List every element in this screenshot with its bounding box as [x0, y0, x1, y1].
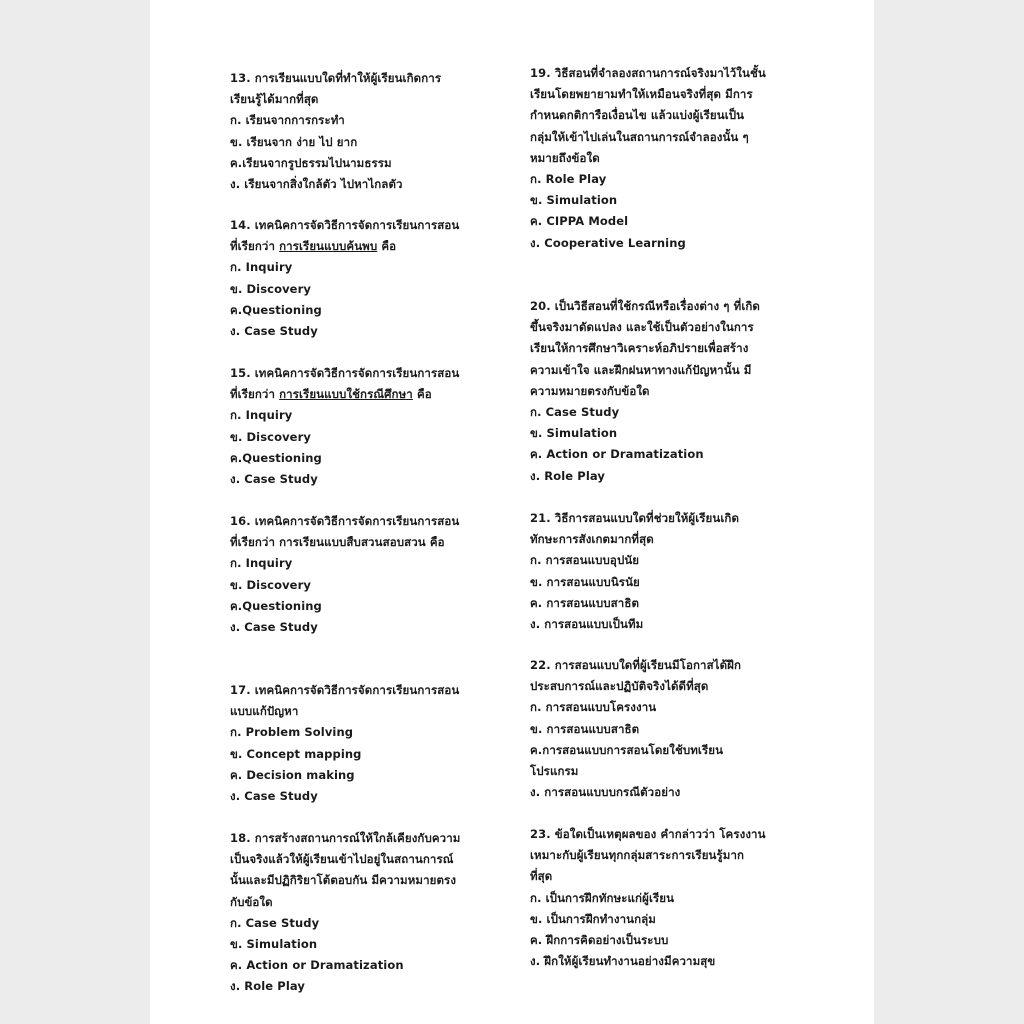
option-b: ข. เป็นการฝึกทำงานกลุ่ม: [530, 911, 656, 926]
option-c-continued: โปรแกรม: [530, 763, 579, 778]
option-b: ข. Simulation: [230, 936, 318, 951]
option-d: ง. Case Study: [230, 323, 318, 338]
option-a: ก. Role Play: [530, 171, 607, 186]
option-c: ค. การสอนแบบสาธิต: [530, 595, 640, 610]
question-text: เรียนรู้ได้มากที่สุด: [230, 92, 319, 107]
question-text: [230, 384, 500, 405]
question-18: [230, 828, 500, 998]
option-d: ง. การสอนแบบเป็นทีม: [530, 616, 644, 631]
question-text: 21. วิธีการสอนแบบใดที่ช่วยให้ผู้เรียนเกิด: [530, 511, 740, 525]
question-text: 15. เทคนิคการจัดวิธีการจัดการเรียนการสอน: [230, 366, 460, 380]
option-b: ข. Discovery: [230, 429, 311, 444]
option-b: ข. Discovery: [230, 281, 311, 296]
question-23: [530, 824, 800, 972]
option-c: ค. Decision making: [230, 767, 355, 782]
option-c: ค. Action or Dramatization: [230, 958, 404, 973]
question-text: 16. เทคนิคการจัดวิธีการจัดการเรียนการสอน: [230, 514, 460, 528]
question-text: 19. วิธีสอนที่จำลองสถานการณ์จริงมาไว้ในชั้น: [530, 66, 766, 80]
option-b: ข. Simulation: [530, 426, 618, 441]
option-d: ง. การสอนแบบบกรณีตัวอย่าง: [530, 785, 681, 800]
question-text: 13. การเรียนแบบใดที่ทำให้ผู้เรียนเกิดการ: [230, 71, 442, 85]
option-a: ก. เป็นการฝึกทักษะแก่ผู้เรียน: [530, 890, 675, 905]
option-c: ค.Questioning: [230, 302, 322, 317]
option-a: ก. เรียนจากการกระทำ: [230, 113, 345, 128]
question-text-part: ที่เรียกว่า: [230, 387, 280, 402]
question-text: ความหมายตรงกับข้อใด: [530, 383, 650, 398]
question-text: ที่เรียกว่า การเรียนแบบสืบสวนสอบสวน คือ: [230, 535, 445, 550]
option-a: ก. Case Study: [530, 404, 620, 419]
option-a: ก. Inquiry: [230, 556, 293, 571]
question-text: กำหนดกติการือเงื่อนไข แล้วแบ่งผู้เรียนเป็น: [530, 108, 745, 123]
question-text: เรียนให้การศึกษาวิเคราะห์อภิปรายเพื่อสร้าง: [530, 341, 749, 356]
option-c: ค.Questioning: [230, 598, 322, 613]
option-a: ก. Problem Solving: [230, 725, 354, 740]
question-text: ที่สุด: [530, 869, 553, 884]
question-text-part: คือ: [377, 239, 397, 254]
question-text: 22. การสอนแบบใดที่ผู้เรียนมีโอกาสได้ฝึก: [530, 658, 742, 672]
question-text-part: คือ: [412, 387, 432, 402]
option-b: ข. Simulation: [530, 193, 618, 208]
option-d: ง. Cooperative Learning: [530, 235, 686, 250]
option-a: ก. Inquiry: [230, 408, 293, 423]
underlined-term: การเรียนแบบค้นพบ: [279, 239, 378, 254]
question-text: 23. ข้อใดเป็นเหตุผลของ คำกล่าวว่า โครงงาน: [530, 827, 766, 841]
question-text: 14. เทคนิคการจัดวิธีการจัดการเรียนการสอน: [230, 218, 460, 232]
question-14: [230, 215, 500, 342]
exam-page: [150, 0, 874, 1024]
option-b: ข. การสอนแบบนิรนัย: [530, 574, 640, 589]
question-text: หมายถึงข้อใด: [530, 150, 600, 165]
question-text: 17. เทคนิคการจัดวิธีการจัดการเรียนการสอน: [230, 683, 460, 697]
question-text: ขึ้นจริงมาดัดแปลง และใช้เป็นตัวอย่างในการ: [530, 320, 754, 335]
question-17: [230, 680, 500, 807]
question-text: เรียนโดยพยายามทำให้เหมือนจริงที่สุด มีการ: [530, 87, 753, 102]
option-c: ค.เรียนจากรูปธรรมไปนามธรรม: [230, 155, 392, 170]
option-a: ก. Case Study: [230, 915, 320, 930]
question-15: [230, 363, 500, 490]
question-text: กับข้อใด: [230, 894, 273, 909]
question-text: แบบแก้ปัญหา: [230, 704, 299, 719]
question-19: [530, 63, 800, 254]
option-c: ค. ฝึกการคิดอย่างเป็นระบบ: [530, 932, 669, 947]
underlined-term: การเรียนแบบใช้กรณีศึกษา: [279, 387, 413, 402]
question-text: ทักษะการสังเกตมากที่สุด: [530, 532, 654, 547]
option-c: ค. CIPPA Model: [530, 214, 629, 229]
option-c: ค.การสอนแบบการสอนโดยใช้บทเรียน: [530, 742, 724, 757]
question-21: [530, 508, 800, 635]
option-b: ข. การสอนแบบสาธิต: [530, 721, 640, 736]
option-a: ก. Inquiry: [230, 260, 293, 275]
option-c: ค. Action or Dramatization: [530, 447, 704, 462]
question-text-part: ที่เรียกว่า: [230, 239, 280, 254]
option-d: ง. Case Study: [230, 788, 318, 803]
question-text: กลุ่มให้เข้าไปเล่นในสถานการณ์จำลองนั้น ๆ: [530, 129, 749, 144]
option-b: ข. Concept mapping: [230, 746, 362, 761]
question-text: นั้นและมีปฏิกิริยาโต้ตอบกัน มีความหมายตรง: [230, 873, 457, 888]
option-d: ง. Role Play: [530, 468, 605, 483]
question-text: 20. เป็นวิธีสอนที่ใช้กรณีหรือเรื่องต่าง ๆ ที่เกิด: [530, 299, 761, 313]
option-d: ง. ฝึกให้ผู้เรียนทำงานอย่างมีความสุข: [530, 954, 716, 969]
question-20: [530, 296, 800, 487]
option-b: ข. เรียนจาก ง่าย ไป ยาก: [230, 134, 358, 149]
question-text: 18. การสร้างสถานการณ์ให้ใกล้เคียงกับความ: [230, 831, 461, 845]
question-text: ความเข้าใจ และฝึกฝนหาทางแก้ปัญหานั้น มี: [530, 362, 752, 377]
question-16: [230, 511, 500, 638]
option-b: ข. Discovery: [230, 577, 311, 592]
question-text: ประสบการณ์และปฏิบัติจริงได้ดีที่สุด: [530, 679, 709, 694]
option-a: ก. การสอนแบบอุปนัย: [530, 553, 640, 568]
question-text: เป็นจริงแล้วให้ผู้เรียนเข้าไปอยู่ในสถานการณ์: [230, 852, 454, 867]
option-a: ก. การสอนแบบโครงงาน: [530, 700, 657, 715]
question-text: [230, 236, 500, 257]
question-text: เหมาะกับผู้เรียนทุกกลุ่มสาระการเรียนรู้มาก: [530, 848, 745, 863]
question-13: [230, 68, 500, 195]
option-d: ง. Case Study: [230, 471, 318, 486]
option-d: ง. เรียนจากสิ่งใกล้ตัว ไปหาไกลตัว: [230, 176, 403, 191]
option-c: ค.Questioning: [230, 450, 322, 465]
option-d: ง. Role Play: [230, 979, 305, 994]
option-d: ง. Case Study: [230, 619, 318, 634]
question-22: [530, 655, 800, 803]
